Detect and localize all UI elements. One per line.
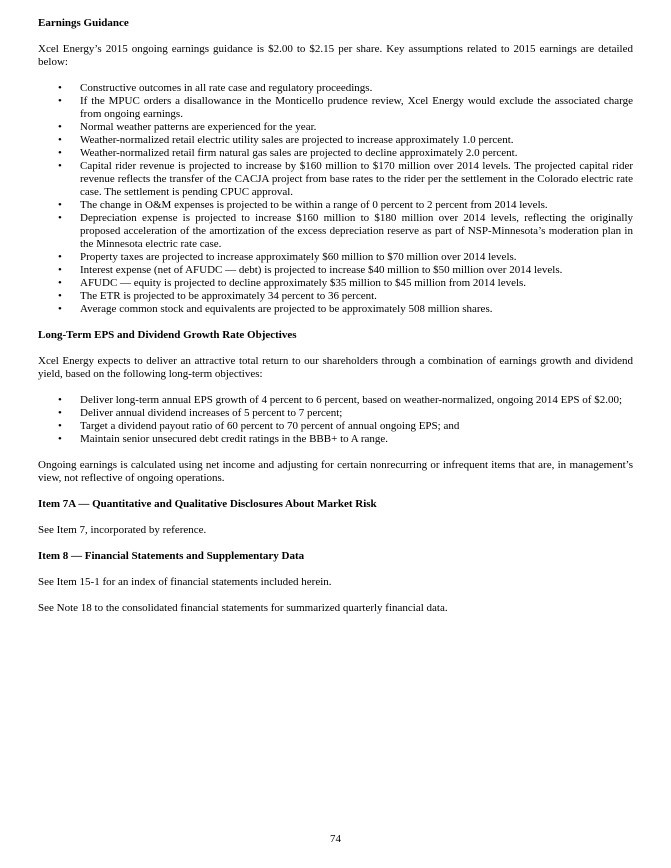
page-number: 74 bbox=[330, 833, 341, 845]
bullet-icon: • bbox=[58, 277, 62, 289]
bullet-text: Deliver annual dividend increases of 5 percent to 7 percent; bbox=[80, 407, 343, 419]
bullet-icon: • bbox=[58, 147, 62, 159]
list-item bbox=[38, 212, 633, 251]
bullet-text: Average common stock and equivalents are projected to be approximately 508 million shares. bbox=[80, 303, 493, 315]
bullet-text: Target a dividend payout ratio of 60 percent to 70 percent of annual ongoing EPS; and bbox=[80, 420, 460, 432]
list-item bbox=[38, 160, 633, 199]
long-term-intro: Xcel Energy expects to deliver an attractive total return to our shareholders through a combination of earnings growth and dividend yield, based on the following long-term objectives: bbox=[38, 355, 633, 380]
bullet-icon: • bbox=[58, 212, 62, 224]
bullet-icon: • bbox=[58, 199, 62, 211]
list-item bbox=[38, 251, 633, 264]
heading-long-term-objectives: Long-Term EPS and Dividend Growth Rate Objectives bbox=[38, 329, 297, 341]
list-item bbox=[38, 407, 633, 420]
earnings-guidance-intro: Xcel Energy’s 2015 ongoing earnings guidance is $2.00 to $2.15 per share. Key assumptions related to 2015 earnings are detailed below: bbox=[38, 43, 633, 68]
bullet-icon: • bbox=[58, 303, 62, 315]
bullet-icon: • bbox=[58, 121, 62, 133]
bullet-icon: • bbox=[58, 95, 62, 107]
bullet-text: Constructive outcomes in all rate case and regulatory proceedings. bbox=[80, 82, 373, 94]
earnings-guidance-list bbox=[38, 82, 633, 316]
list-item bbox=[38, 264, 633, 277]
item-7a-body: See Item 7, incorporated by reference. bbox=[38, 524, 207, 536]
list-item bbox=[38, 420, 633, 433]
bullet-text: Interest expense (net of AFUDC — debt) is projected to increase $40 million to $50 million over 2014 levels. bbox=[80, 264, 563, 276]
list-item bbox=[38, 147, 633, 160]
item-8-body-2: See Note 18 to the consolidated financial statements for summarized quarterly financial data. bbox=[38, 602, 448, 614]
bullet-icon: • bbox=[58, 82, 62, 94]
ongoing-earnings-note: Ongoing earnings is calculated using net income and adjusting for certain nonrecurring or infrequent items that are, in management’s view, not reflective of ongoing operations. bbox=[38, 459, 633, 484]
bullet-text: AFUDC — equity is projected to decline approximately $35 million to $45 million from 2014 levels. bbox=[80, 277, 527, 289]
bullet-text: Maintain senior unsecured debt credit ratings in the BBB+ to A range. bbox=[80, 433, 389, 445]
list-item bbox=[38, 134, 633, 147]
heading-earnings-guidance: Earnings Guidance bbox=[38, 17, 129, 29]
bullet-icon: • bbox=[58, 420, 62, 432]
bullet-text: Weather-normalized retail electric utility sales are projected to increase approximately 1.0 percent. bbox=[80, 134, 514, 146]
list-item bbox=[38, 394, 633, 407]
bullet-text: The change in O&M expenses is projected to be within a range of 0 percent to 2 percent from 2014 levels. bbox=[80, 199, 548, 211]
list-item bbox=[38, 82, 633, 95]
list-item bbox=[38, 303, 633, 316]
bullet-icon: • bbox=[58, 264, 62, 276]
bullet-text: Property taxes are projected to increase approximately $60 million to $70 million over 2014 levels. bbox=[80, 251, 517, 263]
heading-item-8: Item 8 — Financial Statements and Supplementary Data bbox=[38, 550, 305, 562]
bullet-text: The ETR is projected to be approximately 34 percent to 36 percent. bbox=[80, 290, 377, 302]
list-item bbox=[38, 277, 633, 290]
bullet-text: Depreciation expense is projected to increase $160 million to $180 million over 2014 levels, reflecting the originally proposed acceleration of the amortization of the excess depreciation reserve as part of NSP-Minnesota’s moderation plan in the Minnesota electric rate case. bbox=[80, 212, 633, 250]
bullet-icon: • bbox=[58, 290, 62, 302]
bullet-icon: • bbox=[58, 251, 62, 263]
bullet-text: Capital rider revenue is projected to increase by $160 million to $170 million over 2014 levels. The projected capital rider revenue reflects the transfer of the CACJA project from base rates to the rider per the settlement in the Colorado electric rate case. The settlement is pending CPUC approval. bbox=[80, 160, 633, 198]
list-item bbox=[38, 290, 633, 303]
bullet-text: Weather-normalized retail firm natural gas sales are projected to decline approximately 2.0 percent. bbox=[80, 147, 518, 159]
item-8-body-1: See Item 15-1 for an index of financial statements included herein. bbox=[38, 576, 332, 588]
bullet-icon: • bbox=[58, 134, 62, 146]
list-item bbox=[38, 433, 633, 446]
bullet-text: If the MPUC orders a disallowance in the Monticello prudence review, Xcel Energy would exclude the associated charge from ongoing earnings. bbox=[80, 95, 633, 120]
bullet-text: Deliver long-term annual EPS growth of 4 percent to 6 percent, based on weather-normalized, ongoing 2014 EPS of $2.00; bbox=[80, 394, 623, 406]
bullet-text: Normal weather patterns are experienced for the year. bbox=[80, 121, 317, 133]
list-item bbox=[38, 95, 633, 121]
list-item bbox=[38, 199, 633, 212]
bullet-icon: • bbox=[58, 407, 62, 419]
long-term-objectives-list bbox=[38, 394, 633, 446]
bullet-icon: • bbox=[58, 433, 62, 445]
list-item bbox=[38, 121, 633, 134]
bullet-icon: • bbox=[58, 160, 62, 172]
bullet-icon: • bbox=[58, 394, 62, 406]
heading-item-7a: Item 7A — Quantitative and Qualitative Disclosures About Market Risk bbox=[38, 498, 377, 510]
